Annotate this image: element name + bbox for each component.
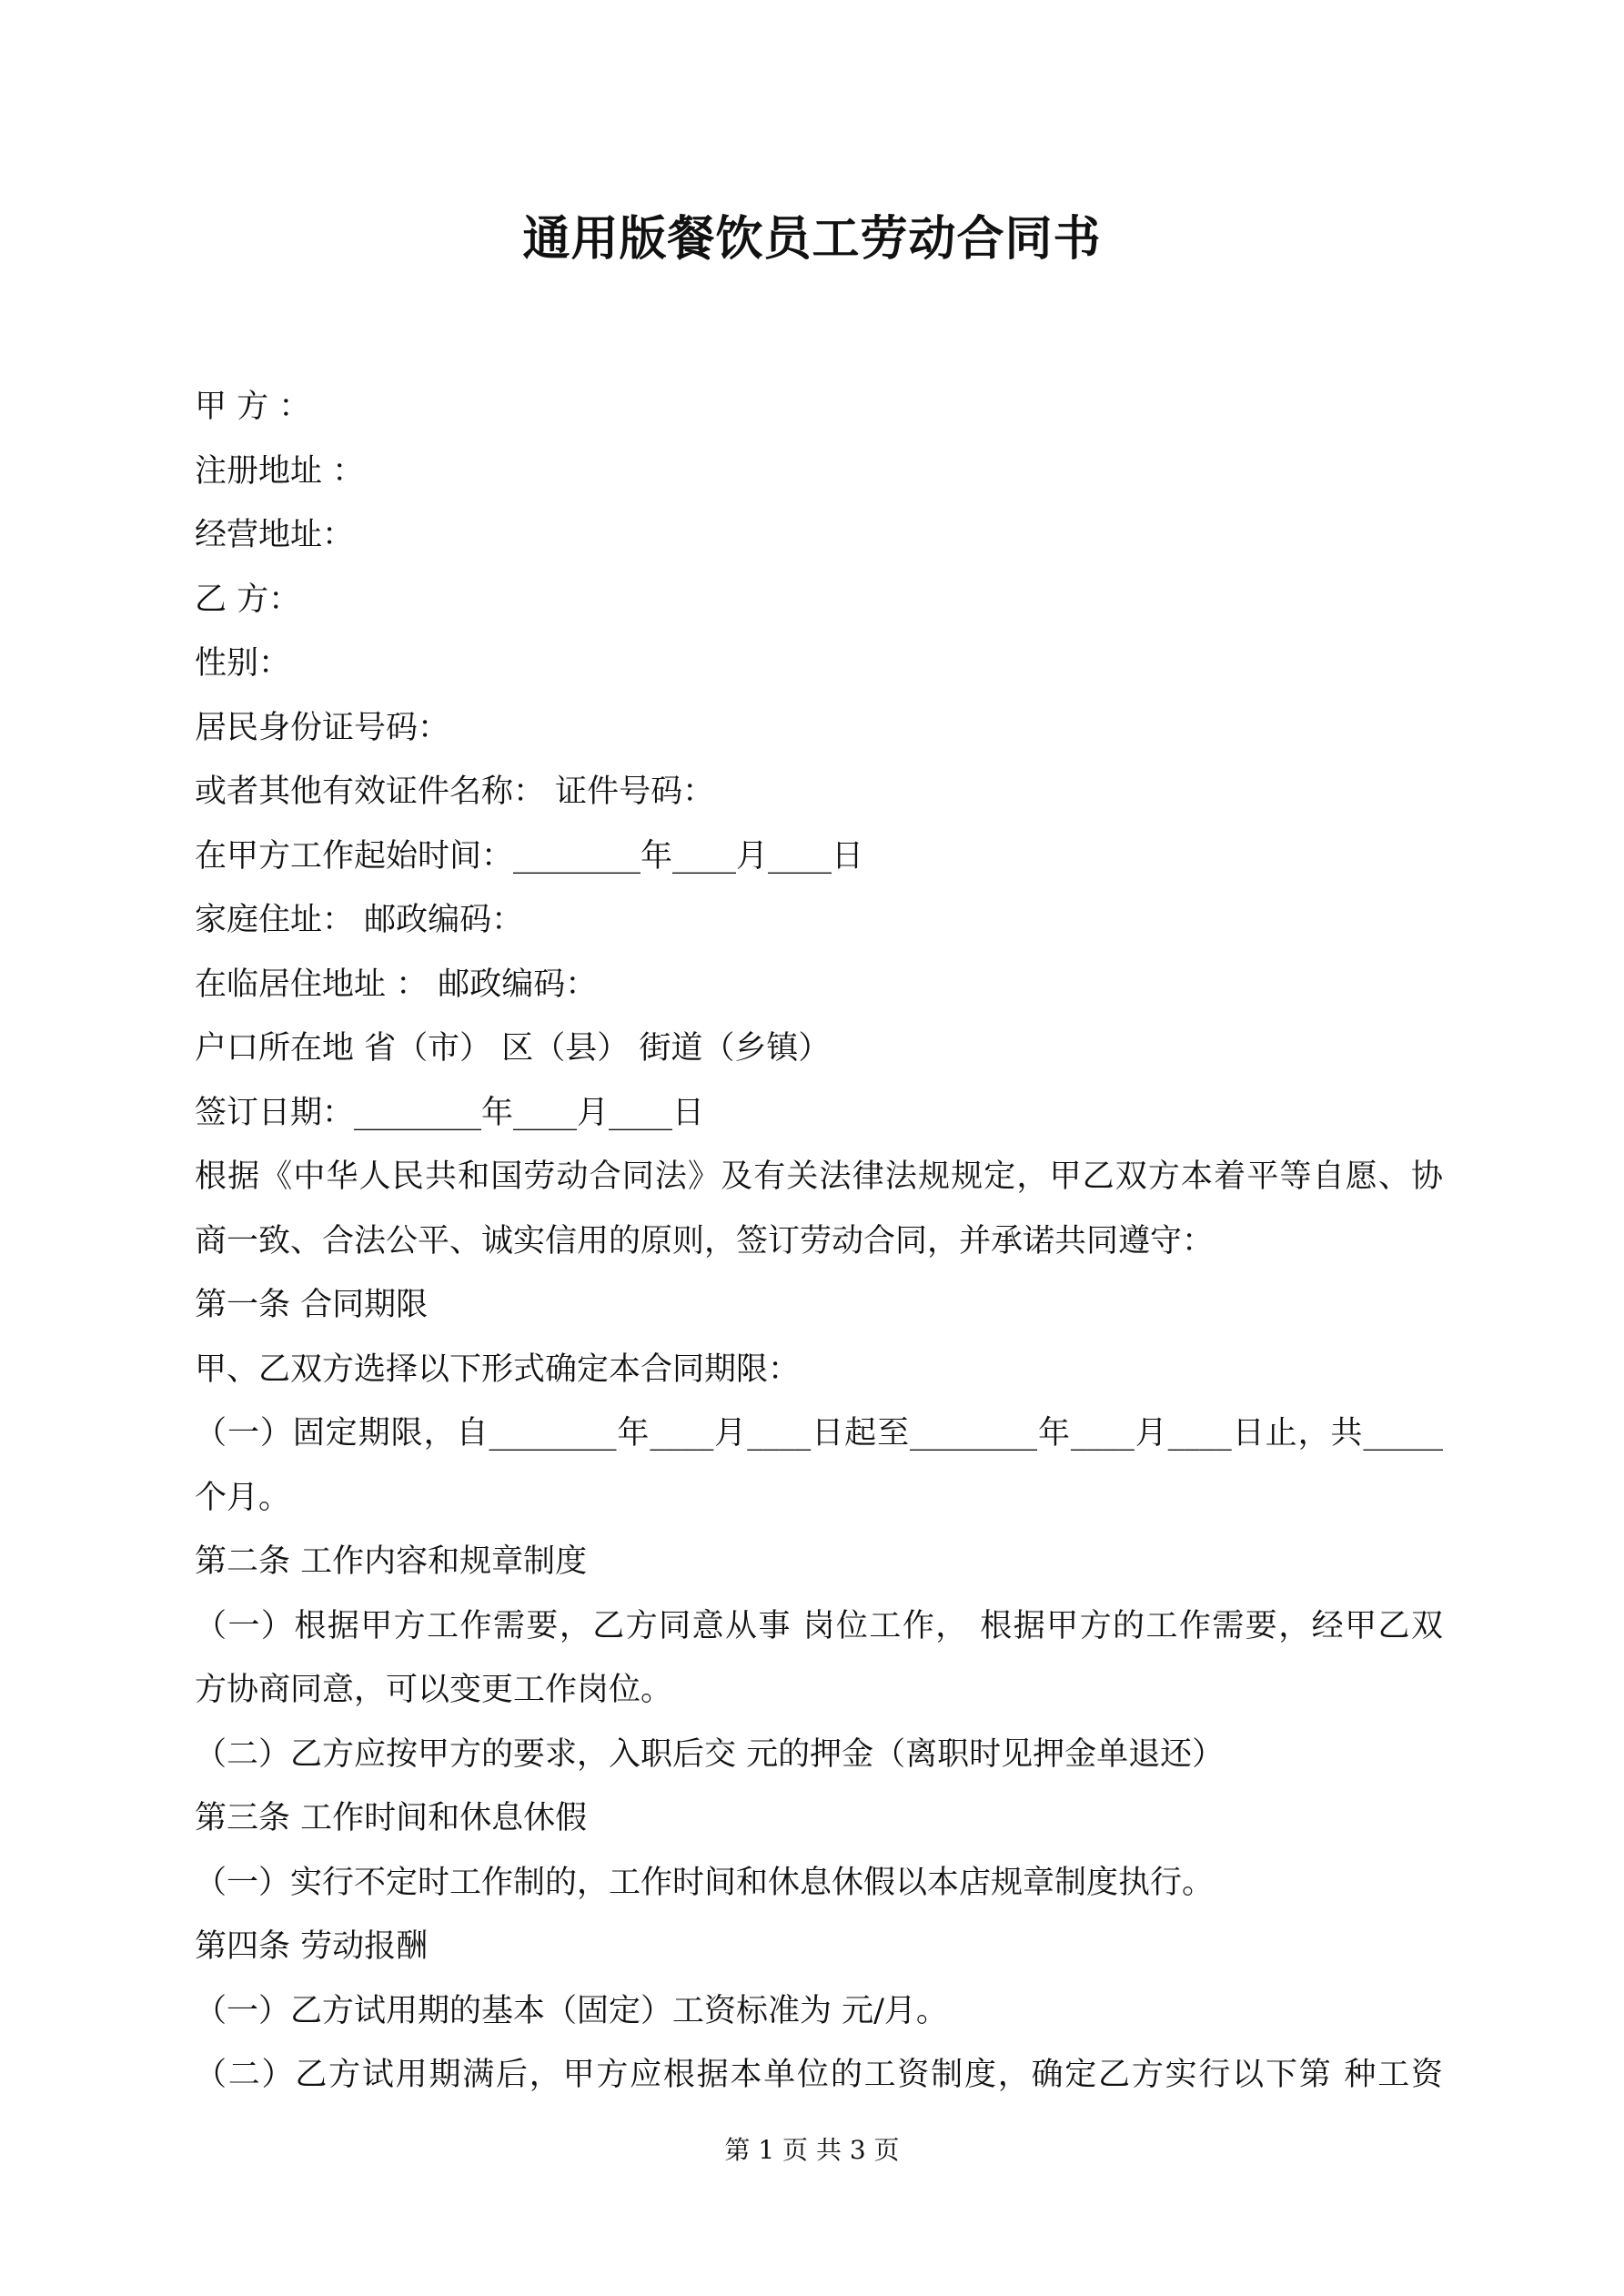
business-address-line: 经营地址：: [195, 517, 355, 553]
article-2-item-1-cont: 方协商同意，可以变更工作岗位。: [195, 1672, 673, 1708]
id-number-line: 居民身份证号码：: [195, 709, 450, 746]
article-1-item-1: （一）固定期限，自________年____月____日起至________年____月____日止，共_____: [195, 1415, 1443, 1451]
article-1-intro: 甲、乙双方选择以下形式确定本合同期限：: [195, 1350, 801, 1388]
gender-line: 性别：: [195, 645, 291, 682]
preamble-line-1: 根据《中华人民共和国劳动合同法》及有关法律法规规定，甲乙双方本着平等自愿、协: [195, 1158, 1443, 1195]
party-a-line: 甲 方 ：: [195, 389, 311, 425]
article-3-item-1: （一）实行不定时工作制的，工作时间和休息休假以本店规章制度执行。: [195, 1864, 1215, 1901]
household-line: 户口所在地 省（市） 区（县） 街道（乡镇）: [195, 1030, 831, 1067]
article-3-heading: 第三条 工作时间和休息休假: [195, 1800, 588, 1836]
article-2-heading: 第二条 工作内容和规章制度: [195, 1543, 588, 1580]
article-4-item-2: （二）乙方试用期满后，甲方应根据本单位的工资制度，确定乙方实行以下第 种工资: [195, 2057, 1443, 2093]
document-title: 通用版餐饮员工劳动合同书: [522, 211, 1102, 267]
article-2-item-1: （一）根据甲方工作需要，乙方同意从事 岗位工作， 根据甲方的工作需要，经甲乙双: [195, 1607, 1443, 1644]
home-address-line: 家庭住址： 邮政编码：: [195, 902, 524, 938]
article-2-item-2: （二）乙方应按甲方的要求，入职后交 元的押金（离职时见押金单退还）: [195, 1735, 1225, 1773]
article-4-heading: 第四条 劳动报酬: [195, 1928, 429, 1965]
party-b-line: 乙 方：: [195, 581, 301, 618]
preamble-line-2: 商一致、合法公平、诚实信用的原则，签订劳动合同，并承诺共同遵守：: [195, 1222, 1215, 1259]
article-4-item-1: （一）乙方试用期的基本（固定）工资标准为 元/月。: [195, 1992, 948, 2029]
document-body: [195, 375, 1443, 2108]
signing-date-line: 签订日期：________年____月____日: [195, 1094, 705, 1131]
article-1-item-1-cont: 个月。: [195, 1479, 291, 1516]
temp-address-line: 在临居住地址 ： 邮政编码：: [195, 966, 598, 1003]
start-date-line: 在甲方工作起始时间：________年____月____日: [195, 837, 864, 875]
other-id-line: 或者其他有效证件名称： 证件号码：: [195, 774, 715, 810]
page-footer: 第 1 页 共 3 页: [724, 2135, 900, 2165]
registered-address-line: 注册地址 ：: [195, 452, 365, 490]
article-1-heading: 第一条 合同期限: [195, 1287, 429, 1323]
